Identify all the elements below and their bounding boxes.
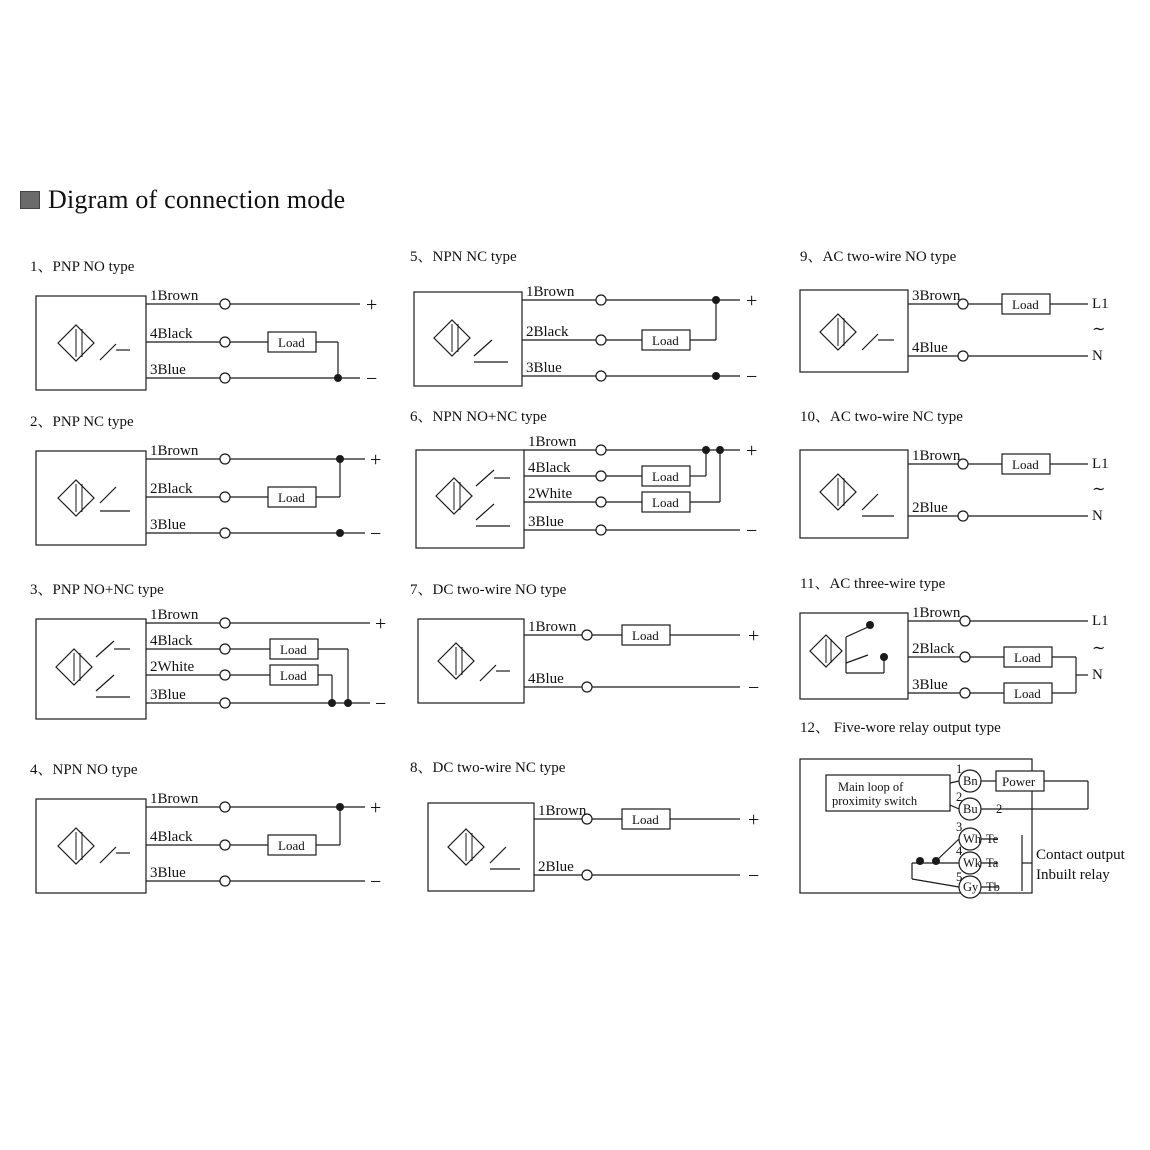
svg-text:proximity switch: proximity switch xyxy=(832,794,918,808)
diagram-9-svg xyxy=(800,272,1130,387)
svg-text:4: 4 xyxy=(956,844,963,858)
svg-text:4Blue: 4Blue xyxy=(528,671,564,687)
svg-text:Contact output: Contact output xyxy=(1036,847,1125,863)
diagram-10-caption: 10、AC two-wire NC type xyxy=(800,409,963,425)
svg-text:∼: ∼ xyxy=(1092,640,1106,657)
diagram-9-ac-two-wire-no xyxy=(800,245,1130,387)
svg-text:3: 3 xyxy=(956,820,963,834)
svg-text:∼: ∼ xyxy=(1092,321,1106,338)
svg-text:3Blue: 3Blue xyxy=(150,517,186,533)
svg-text:4Black: 4Black xyxy=(150,326,193,342)
svg-text:−: − xyxy=(746,520,758,542)
svg-text:Ta: Ta xyxy=(986,856,999,870)
svg-text:+: + xyxy=(746,290,758,312)
svg-text:−: − xyxy=(748,677,760,699)
svg-text:Tb: Tb xyxy=(986,880,1000,894)
svg-text:Load: Load xyxy=(652,333,679,348)
diagram-11-caption: 11、AC three-wire type xyxy=(800,576,946,592)
svg-text:1Brown: 1Brown xyxy=(528,619,577,635)
svg-text:Load: Load xyxy=(652,495,679,510)
svg-text:−: − xyxy=(748,865,760,887)
diagram-6-npn-no-nc xyxy=(410,405,770,557)
svg-text:2White: 2White xyxy=(150,659,195,675)
svg-text:Load: Load xyxy=(1012,297,1039,312)
svg-text:3Blue: 3Blue xyxy=(528,514,564,530)
svg-text:+: + xyxy=(370,797,382,819)
svg-text:1: 1 xyxy=(956,762,963,776)
diagram-1-caption: 1、PNP NO type xyxy=(30,259,135,275)
svg-text:3Blue: 3Blue xyxy=(912,677,948,693)
svg-text:Load: Load xyxy=(632,812,659,827)
diagram-8-svg xyxy=(410,783,770,893)
svg-text:Te: Te xyxy=(986,832,999,846)
svg-text:L1: L1 xyxy=(1092,296,1109,312)
diagram-3-svg xyxy=(30,605,390,730)
diagram-8-caption: 8、DC two-wire NC type xyxy=(410,760,566,776)
diagram-2-pnp-nc xyxy=(30,410,390,557)
svg-text:1Brown: 1Brown xyxy=(150,288,199,304)
diagram-12-caption: 12、 Five-wore relay output type xyxy=(800,720,1001,736)
svg-text:Gy: Gy xyxy=(963,880,979,894)
diagram-6-svg xyxy=(410,432,770,557)
svg-text:5: 5 xyxy=(956,870,963,884)
diagram-5-svg xyxy=(410,272,770,392)
diagram-6-caption: 6、NPN NO+NC type xyxy=(410,409,547,425)
svg-text:Main loop of: Main loop of xyxy=(838,780,904,794)
diagram-4-svg xyxy=(30,785,390,905)
svg-text:Load: Load xyxy=(1014,686,1041,701)
diagram-3-pnp-no-nc xyxy=(30,578,390,730)
diagram-3-caption: 3、PNP NO+NC type xyxy=(30,582,164,598)
svg-text:Load: Load xyxy=(278,838,305,853)
svg-text:L1: L1 xyxy=(1092,613,1109,629)
svg-text:Load: Load xyxy=(1012,457,1039,472)
diagram-4-npn-no xyxy=(30,758,390,905)
svg-text:2Black: 2Black xyxy=(912,641,955,657)
svg-text:−: − xyxy=(375,693,387,715)
svg-text:N: N xyxy=(1092,667,1103,683)
svg-text:∼: ∼ xyxy=(1092,481,1106,498)
svg-text:3Blue: 3Blue xyxy=(526,360,562,376)
svg-text:1Brown: 1Brown xyxy=(538,803,587,819)
diagram-5-npn-nc xyxy=(410,245,770,392)
svg-text:2Blue: 2Blue xyxy=(538,859,574,875)
diagram-2-caption: 2、PNP NC type xyxy=(30,414,134,430)
svg-text:4Blue: 4Blue xyxy=(912,340,948,356)
diagram-1-svg xyxy=(30,282,390,402)
svg-text:4Black: 4Black xyxy=(528,460,571,476)
svg-text:1Brown: 1Brown xyxy=(150,791,199,807)
svg-text:+: + xyxy=(748,809,760,831)
svg-text:Wh: Wh xyxy=(963,832,982,846)
svg-text:−: − xyxy=(370,523,382,545)
page-title xyxy=(20,185,345,215)
diagram-12-svg xyxy=(800,743,1140,898)
svg-text:Load: Load xyxy=(280,642,307,657)
diagram-9-caption: 9、AC two-wire NO type xyxy=(800,249,957,265)
svg-text:1Brown: 1Brown xyxy=(150,443,199,459)
diagram-7-caption: 7、DC two-wire NO type xyxy=(410,582,567,598)
svg-text:3Blue: 3Blue xyxy=(150,687,186,703)
svg-text:4Black: 4Black xyxy=(150,829,193,845)
svg-text:Inbuilt relay: Inbuilt relay xyxy=(1036,867,1110,883)
diagram-1-pnp-no xyxy=(30,255,390,402)
svg-text:N: N xyxy=(1092,348,1103,364)
svg-text:+: + xyxy=(375,613,387,635)
svg-text:Bn: Bn xyxy=(963,774,978,788)
svg-text:Load: Load xyxy=(278,335,305,350)
svg-text:−: − xyxy=(746,366,758,388)
diagram-8-dc-two-wire-nc xyxy=(410,756,770,893)
diagram-11-svg xyxy=(800,599,1130,714)
svg-text:Power: Power xyxy=(1002,774,1036,789)
svg-text:4Black: 4Black xyxy=(150,633,193,649)
svg-text:1Brown: 1Brown xyxy=(526,284,575,300)
svg-text:L1: L1 xyxy=(1092,456,1109,472)
svg-text:1Brown: 1Brown xyxy=(150,607,199,623)
diagram-11-ac-three-wire xyxy=(800,572,1130,714)
svg-text:Load: Load xyxy=(278,490,305,505)
diagram-5-caption: 5、NPN NC type xyxy=(410,249,517,265)
svg-text:2White: 2White xyxy=(528,486,573,502)
svg-text:+: + xyxy=(746,440,758,462)
diagram-12-five-wire-relay xyxy=(800,716,1140,898)
diagram-4-caption: 4、NPN NO type xyxy=(30,762,138,778)
svg-text:Load: Load xyxy=(280,668,307,683)
svg-text:+: + xyxy=(748,625,760,647)
diagram-10-ac-two-wire-nc xyxy=(800,405,1130,550)
svg-text:3Brown: 3Brown xyxy=(912,288,961,304)
svg-text:3Blue: 3Blue xyxy=(150,865,186,881)
svg-text:1Brown: 1Brown xyxy=(528,434,577,450)
svg-text:Load: Load xyxy=(652,469,679,484)
svg-text:2Blue: 2Blue xyxy=(912,500,948,516)
svg-text:Load: Load xyxy=(1014,650,1041,665)
svg-text:2Black: 2Black xyxy=(150,481,193,497)
svg-text:1Brown: 1Brown xyxy=(912,448,961,464)
svg-text:−: − xyxy=(366,368,378,390)
svg-text:N: N xyxy=(1092,508,1103,524)
svg-text:2Black: 2Black xyxy=(526,324,569,340)
svg-text:3Blue: 3Blue xyxy=(150,362,186,378)
svg-text:+: + xyxy=(366,294,378,316)
diagram-7-dc-two-wire-no xyxy=(410,578,770,710)
diagram-10-svg xyxy=(800,432,1130,550)
svg-text:Load: Load xyxy=(632,628,659,643)
svg-text:+: + xyxy=(370,449,382,471)
svg-text:1Brown: 1Brown xyxy=(912,605,961,621)
svg-text:2: 2 xyxy=(956,790,963,804)
square-bullet-icon xyxy=(20,191,40,209)
svg-text:Wk: Wk xyxy=(963,856,982,870)
svg-text:2: 2 xyxy=(996,802,1003,816)
diagram-2-svg xyxy=(30,437,390,557)
page-title-text: Digram of connection mode xyxy=(48,185,346,214)
svg-text:Bu: Bu xyxy=(963,802,978,816)
diagram-7-svg xyxy=(410,605,770,710)
svg-text:−: − xyxy=(370,871,382,893)
